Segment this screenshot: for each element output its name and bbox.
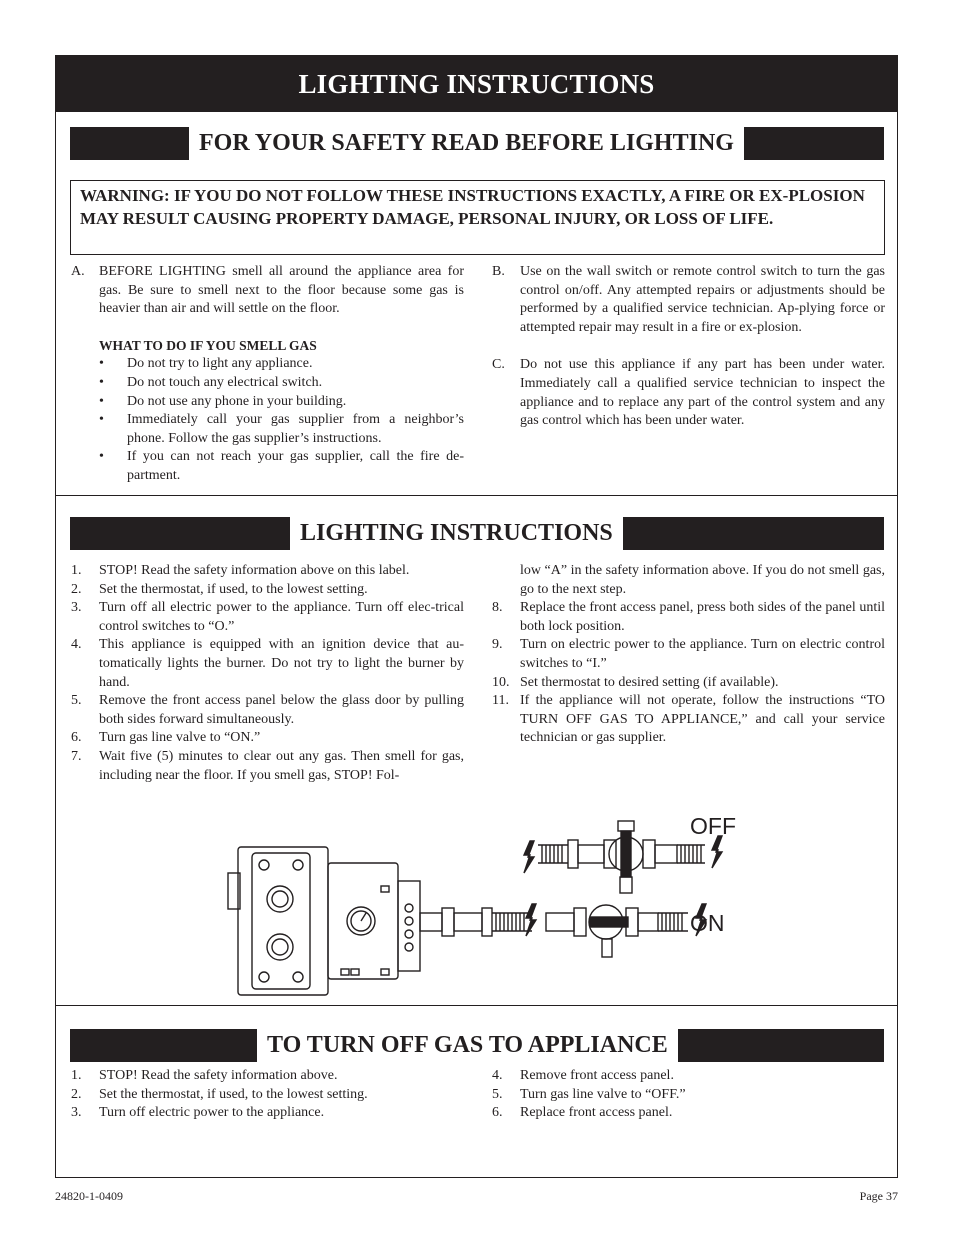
bullet-text: Do not use any phone in your building. xyxy=(127,393,347,409)
step-number: 4. xyxy=(492,1068,503,1083)
bullet: • xyxy=(99,374,104,390)
safety-left-column xyxy=(71,263,464,486)
page-title: LIGHTING INSTRUCTIONS xyxy=(56,56,897,112)
item-text: BEFORE LIGHTING smell all around the appliance area for gas. Be sure to smell next to the floor because some gas is heavier than air and will settle on the floor. xyxy=(99,264,464,317)
lighting-heading: LIGHTING INSTRUCTIONS xyxy=(300,520,613,546)
list-item xyxy=(99,411,464,448)
step-number: 2. xyxy=(71,581,82,597)
heading-rule-right xyxy=(678,1029,884,1062)
list-item xyxy=(99,448,464,485)
step-text: Turn gas line valve to “ON.” xyxy=(99,730,261,746)
step-number: 4. xyxy=(71,637,82,653)
step-text: STOP! Read the safety information above. xyxy=(99,1068,338,1083)
item-text: Use on the wall switch or remote control switch to turn the gas control on/off. Any attempted repairs or adjustments should be performed by a qualified service technician. Ap-plying force or attempted repair may result in a fire or ex-plosion. xyxy=(520,264,885,335)
step-number: 8. xyxy=(492,600,503,616)
heading-rule-left xyxy=(70,517,290,550)
list-item xyxy=(71,636,464,692)
list-item xyxy=(71,1104,464,1123)
section-divider xyxy=(56,495,897,496)
list-item xyxy=(492,1086,885,1105)
heading-rule-left xyxy=(70,127,189,160)
step-number: 1. xyxy=(71,1068,82,1083)
step-number xyxy=(492,562,520,599)
safety-heading-bar xyxy=(70,127,884,160)
lighting-right-column xyxy=(492,562,885,748)
safety-right-column xyxy=(492,263,885,431)
item-marker: B. xyxy=(492,264,505,279)
heading-rule-right xyxy=(623,517,884,550)
step-text: Remove front access panel. xyxy=(520,1068,674,1083)
lighting-left-column xyxy=(71,562,464,785)
step-text: STOP! Read the safety information above on this label. xyxy=(99,563,410,578)
heading-rule-left xyxy=(70,1029,257,1062)
step-number: 5. xyxy=(492,1086,503,1102)
step-text: Set the thermostat, if used, to the lowest setting. xyxy=(99,1086,368,1102)
on-line-valve-icon xyxy=(420,904,706,957)
step-number: 3. xyxy=(71,600,82,616)
list-item xyxy=(99,393,464,412)
page-number: Page 37 xyxy=(859,1189,898,1203)
step-text: Replace front access panel. xyxy=(520,1105,673,1121)
step-number: 7. xyxy=(71,748,82,764)
list-item xyxy=(492,636,885,673)
list-item xyxy=(492,674,885,693)
bullet: • xyxy=(99,412,104,428)
list-item xyxy=(71,692,464,729)
step-text: Turn on electric power to the appliance. Turn on electric control switches to “I.” xyxy=(520,637,885,671)
safety-item-a xyxy=(71,263,464,319)
step-number: 9. xyxy=(492,637,503,653)
list-item xyxy=(492,599,885,636)
step-text: Wait five (5) minutes to clear out any gas. Then smell for gas, including near the floor. If you smell gas, STOP! Fol- xyxy=(99,748,464,783)
step-number: 6. xyxy=(492,1105,503,1121)
list-item xyxy=(99,374,464,393)
section-divider xyxy=(56,1005,897,1006)
safety-heading: FOR YOUR SAFETY READ BEFORE LIGHTING xyxy=(199,130,734,156)
on-label: ON xyxy=(690,910,725,936)
doc-number: 24820-1-0409 xyxy=(55,1189,123,1203)
turnoff-right-column xyxy=(492,1067,885,1123)
gas-control-icon xyxy=(228,847,420,995)
step-number: 10. xyxy=(492,674,510,690)
list-item xyxy=(71,1067,464,1086)
turnoff-heading-bar xyxy=(70,1029,884,1062)
list-item xyxy=(71,748,464,785)
step-number: 5. xyxy=(71,693,82,709)
step-text: Set the thermostat, if used, to the lowest setting. xyxy=(99,581,368,597)
step-text: Turn off all electric power to the appliance. Turn off elec-trical control switches to “O.” xyxy=(99,600,464,634)
step-number: 11. xyxy=(492,693,509,709)
smell-gas-block xyxy=(71,337,464,486)
bullet: • xyxy=(99,356,104,372)
bullet-text: If you can not reach your gas supplier, call the fire de-partment. xyxy=(127,449,464,483)
step-number: 1. xyxy=(71,563,82,578)
bullet-text: Do not touch any electrical switch. xyxy=(127,374,323,390)
step-text: Turn off electric power to the appliance. xyxy=(99,1105,325,1121)
step-text: Remove the front access panel below the glass door by pulling both sides forward simultaneously. xyxy=(99,693,464,727)
item-text: Do not use this appliance if any part has been under water. Immediately call a qualified service technician to inspect the appliance and to replace any part of the control system and any gas control which has been under water. xyxy=(520,357,885,429)
instruction-panel xyxy=(55,55,898,1178)
step-text: If the appliance will not operate, follow the instructions “TO TURN OFF GAS TO APPLIANCE,” and call your service technician or gas supplier. xyxy=(520,693,885,746)
list-item xyxy=(71,562,464,581)
list-item xyxy=(71,581,464,600)
list-item xyxy=(492,1067,885,1086)
step-number: 3. xyxy=(71,1105,82,1121)
step-text: This appliance is equipped with an ignition device that au-tomatically lights the burner. Do not try to light the burner by hand. xyxy=(99,637,464,690)
step-number: 6. xyxy=(71,730,82,746)
smell-gas-heading: WHAT TO DO IF YOU SMELL GAS xyxy=(99,337,317,353)
bullet-text: Immediately call your gas supplier from a neighbor’s phone. Follow the gas supplier’s instructions. xyxy=(127,412,464,446)
safety-item-b xyxy=(492,263,885,337)
step-text: low “A” in the safety information above. If you do not smell gas, go to the next step. xyxy=(520,563,885,597)
off-label: OFF xyxy=(690,813,736,839)
item-marker: A. xyxy=(71,264,85,279)
list-item xyxy=(492,692,885,748)
list-item xyxy=(71,1086,464,1105)
step-text: Turn gas line valve to “OFF.” xyxy=(520,1086,686,1102)
turnoff-left-column xyxy=(71,1067,464,1123)
list-item xyxy=(99,355,464,374)
step-number: 2. xyxy=(71,1086,82,1102)
heading-rule-right xyxy=(744,127,884,160)
list-item xyxy=(492,562,885,599)
list-item xyxy=(492,1104,885,1123)
gas-valve-diagram xyxy=(206,791,726,996)
list-item xyxy=(71,729,464,748)
warning-box: WARNING: IF YOU DO NOT FOLLOW THESE INSTRUCTIONS EXACTLY, A FIRE OR EX-PLOSION MAY RESULT CAUSING PROPERTY DAMAGE, PERSONAL INJURY, OR LOSS OF LIFE. xyxy=(70,180,885,255)
bullet: • xyxy=(99,393,104,409)
bullet: • xyxy=(99,449,104,465)
turnoff-heading: TO TURN OFF GAS TO APPLIANCE xyxy=(267,1032,668,1058)
step-text: Set thermostat to desired setting (if available). xyxy=(520,674,779,690)
lighting-heading-bar xyxy=(70,517,884,550)
step-text: Replace the front access panel, press both sides of the panel until both lock position. xyxy=(520,600,885,634)
item-marker: C. xyxy=(492,357,505,373)
list-item xyxy=(71,599,464,636)
safety-item-c xyxy=(492,356,885,430)
bullet-text: Do not try to light any appliance. xyxy=(127,356,313,372)
